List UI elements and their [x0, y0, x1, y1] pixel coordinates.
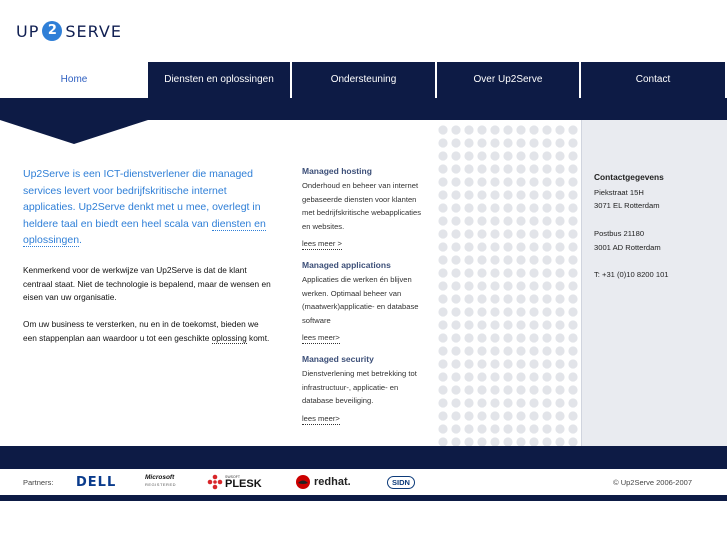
intro-text	[23, 166, 268, 249]
contact-pobox-city: 3001 AD Rotterdam	[594, 242, 661, 252]
plesk-star-icon	[207, 474, 223, 490]
microsoft-logo-subtext: REGISTERED	[145, 482, 177, 487]
logo-circle-2: 2	[42, 21, 62, 41]
plesk-logo-text: PLESK	[225, 477, 262, 490]
nav-item-diensten[interactable]: Diensten en oplossingen	[164, 74, 274, 85]
partners-label: Partners:	[23, 478, 54, 487]
nav-item-home[interactable]: Home	[0, 62, 148, 98]
service-title: Managed hosting	[302, 166, 372, 176]
copyright: © Up2Serve 2006-2007	[613, 478, 692, 487]
service-managed-security	[302, 354, 430, 426]
logo-text-serve: SERVE	[65, 21, 122, 41]
lees-meer-link[interactable]: lees meer>	[302, 333, 340, 343]
partners-strip	[0, 469, 727, 495]
service-text: Onderhoud en beheer van internet gebaseerde diensten voor klanten met bedrijfskritische webapplicaties en websites.	[302, 181, 422, 231]
site-logo[interactable]	[16, 20, 122, 42]
partner-logo-microsoft[interactable]	[145, 474, 176, 492]
redhat-icon	[295, 474, 311, 490]
swsoft-text: SWSOFT	[225, 474, 240, 479]
nav-item-contact[interactable]: Contact	[635, 74, 671, 85]
main-nav	[0, 62, 727, 98]
paragraph-business-tail: komt.	[246, 332, 270, 343]
service-title: Managed security	[302, 354, 374, 364]
dot-grid-graphic	[438, 124, 584, 446]
partner-logo-dell[interactable]	[76, 473, 116, 491]
logo-text-up: UP	[16, 21, 40, 41]
dell-logo-text: DELL	[76, 474, 117, 490]
partner-logo-redhat[interactable]	[295, 473, 351, 491]
service-title: Managed applications	[302, 260, 391, 270]
link-oplossing[interactable]: oplossing	[211, 332, 247, 343]
decorative-dot-grid	[438, 124, 584, 446]
contact-panel	[581, 120, 727, 446]
service-managed-applications	[302, 260, 430, 345]
lees-meer-link[interactable]: lees meer>	[302, 413, 340, 423]
service-text: Dienstverlening met betrekking tot infrastructuur-, applicatie- en database beveiliging.	[302, 369, 417, 406]
intro-link-diensten[interactable]: diensten en oplossingen	[23, 217, 266, 246]
intro-lead: Up2Serve is een ICT-dienstverlener die managed services levert voor bedrijfskritische internet applicaties. Up2Serve denkt met u mee, overlegt in heldere taal en biedt een heel scala van	[23, 168, 261, 230]
nav-item-over[interactable]: Over Up2Serve	[473, 74, 543, 85]
contact-pobox: Postbus 21180	[594, 228, 645, 238]
active-tab-wedge	[0, 98, 148, 144]
microsoft-logo-text: Microsoft	[145, 474, 175, 481]
intro-tail: .	[79, 234, 82, 246]
footer-bar	[0, 446, 727, 469]
service-managed-hosting	[302, 166, 430, 251]
footer-bottom-bar	[0, 495, 727, 501]
nav-item-ondersteuning[interactable]: Ondersteuning	[330, 74, 397, 85]
paragraph-business-text: Om uw business te versterken, nu en in de toekomst, bieden we een stappenplan aan waardoor u tot een geschikte	[23, 319, 259, 343]
redhat-logo-text: redhat.	[314, 476, 351, 488]
contact-phone: T: +31 (0)10 8200 101	[594, 269, 669, 279]
paragraph-werkwijze: Kenmerkend voor de werkwijze van Up2Serve is dat de klant centraal staat. Niet de technologie is bepalend, maar de wensen en eisen van uw organisatie.	[23, 265, 271, 303]
contact-city: 3071 EL Rotterdam	[594, 201, 660, 211]
partner-logo-sidn[interactable]	[387, 473, 415, 491]
partner-logo-plesk[interactable]	[207, 473, 262, 491]
contact-street: Piekstraat 15H	[594, 187, 644, 197]
service-text: Applicaties die werken én blijven werken. Optimaal beheer van (maatwerk)applicatie- en database software	[302, 275, 419, 325]
lees-meer-link[interactable]: lees meer >	[302, 239, 342, 249]
sidn-logo-text: SIDN	[387, 476, 415, 489]
contact-title: Contactgegevens	[594, 172, 664, 182]
paragraph-business	[23, 318, 273, 345]
